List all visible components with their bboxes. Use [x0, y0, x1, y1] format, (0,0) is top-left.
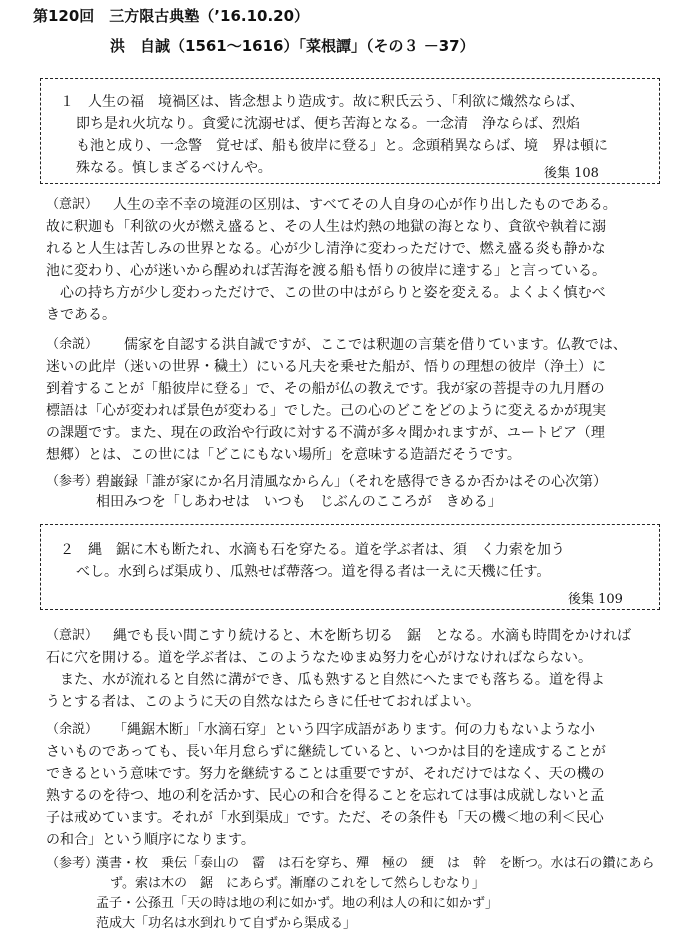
work-title: 洪 自誠（1561〜1616）「菜根譚」（その３ －37）: [110, 37, 475, 55]
yaku-line: 石に穴を開ける。道を学ぶ者は、このようなたゆまぬ努力を心がけなければならない。: [46, 650, 592, 666]
yaku-line: 人生の幸不幸の境涯の区別は、すべてその人自身の心が作り出したものである。: [113, 197, 617, 213]
yodan-label: （余説）: [46, 337, 99, 352]
sanko-line: 范成大「功名は水到れりて自ずから渠成る」: [96, 916, 357, 931]
series-title: 第120回 三方限古典塾（’16.10.20）: [33, 7, 310, 25]
sanko-line: 相田みつを「しあわせは いつも じぶんのこころが きめる」: [96, 494, 502, 510]
yodan-line: 迷いの此岸（迷いの世界・穢土）にいる凡夫を乗せた船が、悟りの理想の彼岸（浄土）に: [46, 359, 606, 375]
passage1-line: 殊なる。慎しまざるべけんや。: [76, 160, 272, 176]
passage2-line: べし。水到らば渠成り、瓜熟せば蔕落つ。道を得る者は一えに天機に任す。: [76, 564, 551, 580]
sanko-line: ず。索は木の 鋸 にあらず。漸靡のこれをして然らしむなり」: [110, 876, 485, 891]
sanko-line: 孟子・公孫丑「天の時は地の利に如かず。地の利は人の和に如かず」: [96, 896, 498, 911]
yodan-line: 想郷）とは、この世には「どこにもない場所」を意味する造語だそうです。: [46, 447, 521, 463]
sanko-line: 碧巌録「誰が家にか名月清風なからん」（それを感得できるか否かはその心次第）: [96, 474, 607, 490]
yodan-line: 到着することが「船彼岸に登る」で、その船が仏の教えです。我が家の菩提寺の九月暦の: [46, 381, 605, 397]
yaku-label: （意訳）: [46, 197, 99, 212]
yaku-label: （意訳）: [46, 628, 99, 643]
yodan-line: の課題です。また、現在の政治や行政に対する不満が多々聞かれますが、ユートピア（理: [46, 425, 605, 441]
passage1-line: １ 人生の福 境禍区は、皆念想より造成す。故に釈氏云う、「利欲に熾然ならば、: [60, 94, 584, 110]
sanko-label: （参考）: [46, 474, 99, 489]
passage1-line: も池と成り、一念警 覚せば、船も彼岸に登る」と。念頭稍異ならば、境 界は頓に: [76, 138, 608, 154]
yaku-line: 故に釈迦も「利欲の火が燃え盛ると、その人生は灼熱の地獄の海となり、貪欲や執着に溺: [46, 219, 606, 235]
yaku-line: きである。: [46, 307, 116, 323]
sanko-line: 漢書・枚 乗伝「泰山の 霤 は石を穿ち、殫 極の 綆 は 幹 を断つ。水は石の鑽にあら: [96, 856, 655, 871]
passage1-source: 後集 108: [544, 166, 599, 181]
yodan-line: 熟するのを待つ、地の利を活かす、民心の和合を得ることを忘れては事は成就しないと孟: [46, 788, 605, 804]
yodan-line: 子は戒めています。それが「水到渠成」です。ただ、その条件も「天の機＜地の利＜民心: [46, 810, 604, 826]
yodan-line: さいものであっても、長い年月怠らずに継続していると、いつかは目的を達成することが: [46, 744, 606, 760]
sanko-label: （参考）: [46, 856, 99, 871]
yodan-line: 標語は「心が変われば景色が変わる」でした。己の心のどこをどのように変えるかが現実: [46, 403, 606, 419]
passage2-source: 後集 109: [568, 592, 623, 607]
yodan-label: （余説）: [46, 722, 99, 737]
yodan-line: 「縄鋸木断」「水滴石穿」という四字成語があります。何の力もないような小: [113, 722, 595, 738]
passage1-line: 即ち是れ火坑なり。貪愛に沈溺せば、便ち苦海となる。一念清 浄ならば、烈焰: [76, 116, 580, 132]
yaku-line: れると人生は苦しみの世界となる。心が少し清浄に変わっただけで、燃え盛る炎も静かな: [46, 241, 606, 257]
yodan-line: 儒家を自認する洪自誠ですが、ここでは釈迦の言葉を借りています。仏教では、: [124, 337, 627, 353]
yaku-line: また、水が流れると自然に溝ができ、瓜も熟すると自然にへたまでも落ちる。道を得よ: [46, 672, 605, 688]
yaku-line: うとする者は、このように天の自然なはたらきに任せておればよい。: [46, 694, 480, 710]
yaku-line: 心の持ち方が少し変わっただけで、この世の中はがらりと姿を変える。よくよく慎むべ: [46, 285, 606, 301]
yodan-line: の和合」という順序になります。: [46, 832, 255, 848]
yaku-line: 池に変わり、心が迷いから醒めれば苦海を渡る船も悟りの彼岸に達する」と言っている。: [46, 263, 606, 279]
yodan-line: できるという意味です。努力を継続することは重要ですが、それだけではなく、天の機の: [46, 766, 605, 782]
yaku-line: 縄でも長い間こすり続けると、木を断ち切る 鋸 となる。水滴も時間をかければ: [113, 628, 631, 644]
passage2-line: ２ 縄 鋸に木も断たれ、水滴も石を穿たる。道を学ぶ者は、須 く力索を加う: [60, 542, 565, 558]
